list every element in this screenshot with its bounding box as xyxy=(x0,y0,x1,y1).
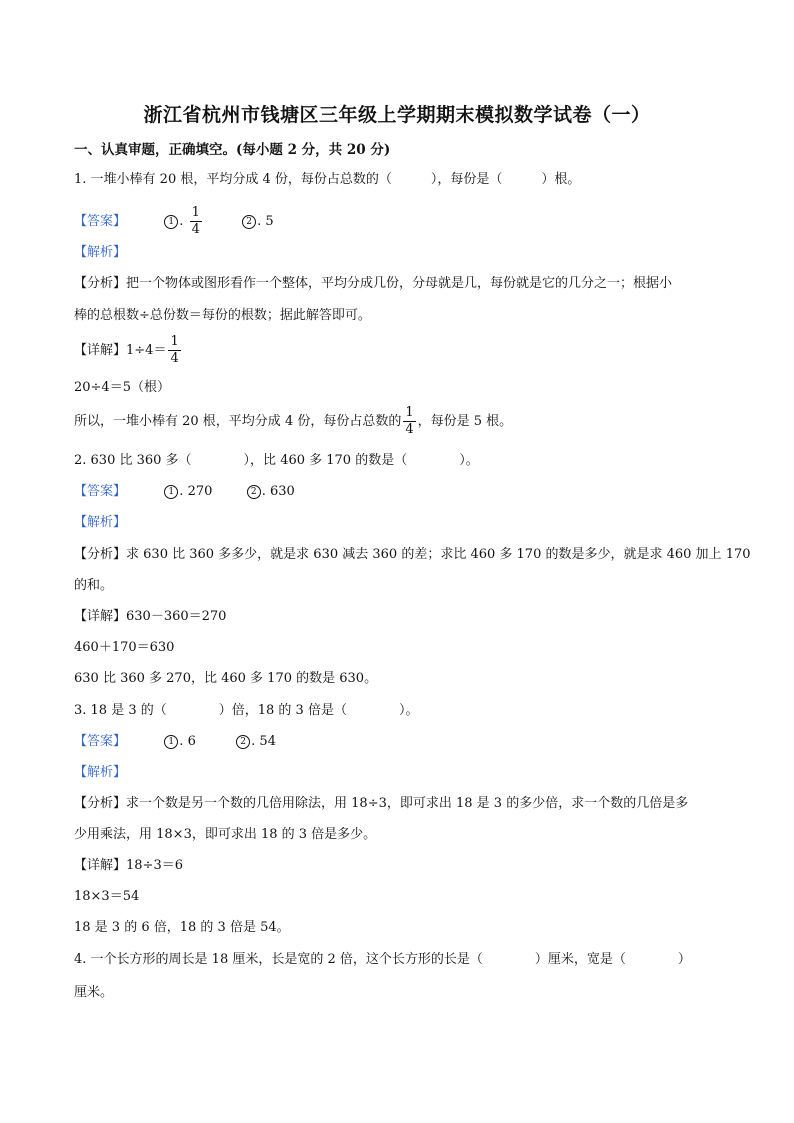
jiexi-label: 【解析】 xyxy=(74,515,127,530)
detail-2: 【详解】630－360＝270 xyxy=(74,609,227,624)
analysis-1-cont: 棒的总根数÷总份数＝每份的根数；据此解答即可。 xyxy=(74,308,371,323)
option-marker-2: 2 xyxy=(247,485,261,499)
section-heading: 一、认真审题，正确填空。(每小题 2 分，共 20 分) xyxy=(74,142,391,158)
analysis-1: 【分析】把一个物体或图形看作一个整体，平均分成几份，分母就是几，每份就是它的几分之一；根据小 xyxy=(74,276,673,291)
answer-3: 【答案】 1 . 6 2 . 54 xyxy=(74,734,276,749)
analysis-2-cont: 的和。 xyxy=(74,578,114,593)
fraction: $\frac{1}{4}$ xyxy=(170,334,179,366)
conclusion-1: 所以，一堆小棒有 20 根，平均分成 4 份，每份占总数的 $\frac{1}{4}$ ，每份是 5 根。 xyxy=(74,405,513,437)
jiexi-label: 【解析】 xyxy=(74,765,127,780)
answer-2: 【答案】 1 . 270 2 . 630 xyxy=(74,484,295,499)
question-4: 4. 一个长方形的周长是 18 厘米，长是宽的 2 倍，这个长方形的长是（ ）厘米，宽是（ ） xyxy=(74,952,691,967)
answer-label: 【答案】 xyxy=(74,734,127,749)
answer-label: 【答案】 xyxy=(74,484,127,499)
answer-label: 【答案】 xyxy=(74,214,127,229)
question-1: 1. 一堆小棒有 20 根，平均分成 4 份，每份占总数的（ ），每份是（ ）根。 xyxy=(74,172,581,187)
answer-1: 【答案】 1 . $\frac{1}{4}$ 2 . 5 xyxy=(74,205,274,237)
option-marker-2: 2 xyxy=(236,735,250,749)
page-title: 浙江省杭州市钱塘区三年级上学期期末模拟数学试卷（一） xyxy=(143,104,651,126)
detail-1: 【详解】1÷4＝ $\frac{1}{4}$ xyxy=(74,334,179,366)
option-marker-1: 1 xyxy=(164,485,178,499)
detail-2-line2: 460＋170＝630 xyxy=(74,640,175,655)
detail-3: 【详解】18÷3＝6 xyxy=(74,858,183,873)
conclusion-2: 630 比 360 多 270，比 460 多 170 的数是 630。 xyxy=(74,671,378,686)
analysis-3: 【分析】求一个数是另一个数的几倍用除法，用 18÷3，即可求出 18 是 3 的多少倍，求一个数的几倍是多 xyxy=(74,796,689,811)
question-4-cont: 厘米。 xyxy=(74,985,114,1000)
option-marker-1: 1 xyxy=(164,215,178,229)
option-marker-1: 1 xyxy=(164,735,178,749)
answer-value: 5 xyxy=(265,214,274,229)
analysis-2: 【分析】求 630 比 360 多多少，就是求 630 减去 360 的差；求比 460 多 170 的数是多少，就是求 460 加上 170 xyxy=(74,547,751,562)
question-3: 3. 18 是 3 的（ ）倍，18 的 3 倍是（ ）。 xyxy=(74,703,419,718)
question-2: 2. 630 比 360 多（ ），比 460 多 170 的数是（ ）。 xyxy=(74,453,479,468)
detail-3-line2: 18×3＝54 xyxy=(74,889,140,904)
option-marker-2: 2 xyxy=(242,215,256,229)
conclusion-3: 18 是 3 的 6 倍，18 的 3 倍是 54。 xyxy=(74,920,290,935)
fraction: $\frac{1}{4}$ xyxy=(191,205,200,237)
analysis-3-cont: 少用乘法，用 18×3，即可求出 18 的 3 倍是多少。 xyxy=(74,827,377,842)
detail-1-line2: 20÷4＝5（根） xyxy=(74,380,170,395)
fraction: $\frac{1}{4}$ xyxy=(405,405,414,437)
jiexi-label: 【解析】 xyxy=(74,245,127,260)
